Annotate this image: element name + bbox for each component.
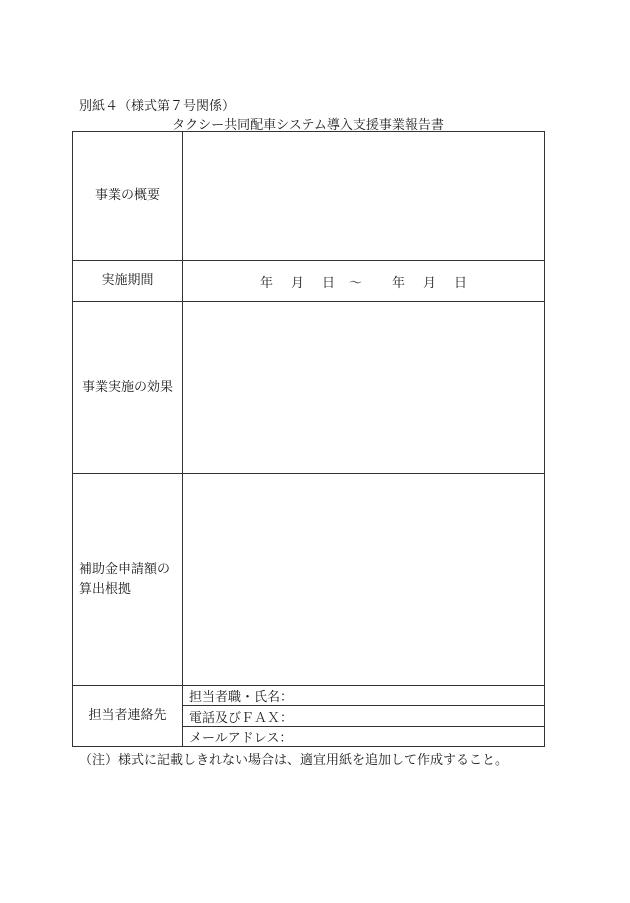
report-form-table [72, 131, 545, 747]
contact-person-field[interactable]: 担当者職・氏名： [183, 686, 545, 706]
period-start-year-unit: 年 [259, 275, 273, 291]
overview-label: 事業の概要 [73, 132, 183, 261]
period-label: 実施期間 [73, 261, 183, 302]
row-overview [73, 132, 545, 261]
basis-field[interactable] [183, 474, 545, 686]
period-start-day-unit: 日 [321, 275, 335, 291]
period-start-month-unit: 月 [290, 275, 304, 291]
basis-label [73, 474, 183, 686]
contact-phone-fax-field[interactable]: 電話及びＦＡＸ： [183, 706, 545, 727]
row-period [73, 261, 545, 302]
basis-label-line1: 補助金申請額の [79, 561, 171, 577]
period-end-month-unit: 月 [423, 275, 437, 291]
contact-email-field[interactable]: メールアドレス： [183, 727, 545, 747]
overview-field[interactable] [183, 132, 545, 261]
row-effect [73, 302, 545, 474]
row-contact-person [73, 686, 545, 706]
effect-field[interactable] [183, 302, 545, 474]
effect-label: 事業実施の効果 [73, 302, 183, 474]
footnote: （注）様式に記載しきれない場合は、適宜用紙を追加して作成すること。 [79, 753, 509, 768]
row-basis [73, 474, 545, 686]
period-tilde: ～ [348, 275, 362, 291]
period-field[interactable] [183, 261, 545, 302]
basis-label-line2: 算出根拠 [79, 581, 132, 597]
document-title: タクシー共同配車システム導入支援事業報告書 [172, 118, 444, 133]
period-end-day-unit: 日 [454, 275, 468, 291]
period-end-year-unit: 年 [392, 275, 406, 291]
annex-label: 別紙４（様式第７号関係） [79, 99, 236, 114]
contact-label: 担当者連絡先 [73, 686, 183, 747]
